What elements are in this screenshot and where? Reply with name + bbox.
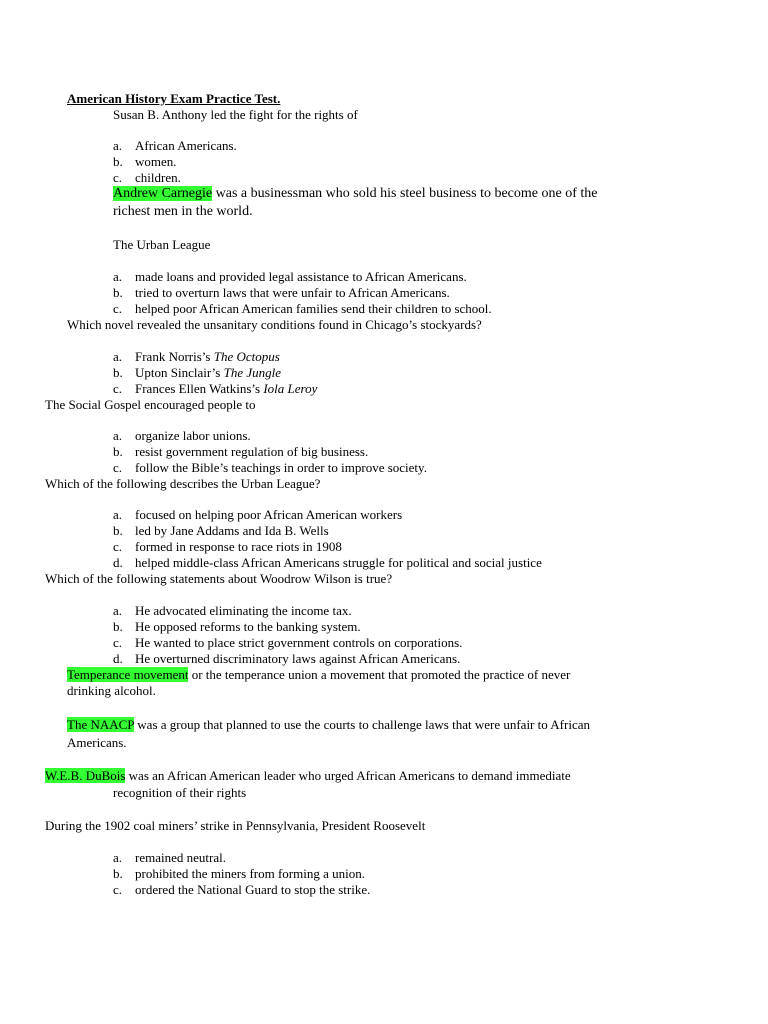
option-letter: c. — [113, 381, 123, 396]
definition-line — [67, 717, 590, 733]
option-text: prohibited the miners from forming a union. — [135, 866, 365, 881]
question-prompt: Which of the following describes the Urban League? — [45, 476, 321, 491]
option-letter: c. — [113, 460, 123, 475]
option-text: helped middle-class African Americans struggle for political and social justice — [135, 555, 542, 570]
option-text: remained neutral. — [135, 850, 226, 865]
option-letter: a. — [113, 269, 123, 284]
definition-continuation: recognition of their rights — [113, 785, 247, 800]
option-letter: a. — [113, 850, 123, 865]
option-letter: d. — [113, 651, 123, 666]
option-letter: c. — [113, 539, 123, 554]
option-author: Upton Sinclair’s — [135, 365, 224, 380]
option-text: led by Jane Addams and Ida B. Wells — [135, 523, 329, 538]
definition-continuation: drinking alcohol. — [67, 683, 156, 698]
book-title: The Octopus — [213, 349, 280, 364]
option-letter: b. — [113, 285, 123, 300]
option-text: made loans and provided legal assistance to African Americans. — [135, 269, 467, 284]
option-letter: b. — [113, 444, 123, 459]
option-text: women. — [135, 154, 177, 169]
definition-text: was an African American leader who urged African Americans to demand immediate — [125, 768, 571, 783]
definition-line — [113, 185, 597, 203]
question-prompt: During the 1902 coal miners’ strike in Pennsylvania, President Roosevelt — [45, 818, 426, 833]
option-text: He advocated eliminating the income tax. — [135, 603, 352, 618]
question-prompt: The Social Gospel encouraged people to — [45, 397, 256, 412]
option-letter: b. — [113, 619, 123, 634]
option-letter: a. — [113, 507, 123, 522]
option-text: children. — [135, 170, 181, 185]
option-text: organize labor unions. — [135, 428, 251, 443]
option-text: resist government regulation of big business. — [135, 444, 369, 459]
question-prompt: The Urban League — [113, 237, 211, 252]
option-text: He overturned discriminatory laws against African Americans. — [135, 651, 461, 666]
question-prompt: Which of the following statements about Woodrow Wilson is true? — [45, 571, 393, 586]
option-author: Frances Ellen Watkins’s — [135, 381, 264, 396]
question-prompt: Susan B. Anthony led the fight for the rights of — [113, 107, 358, 122]
book-title: The Jungle — [223, 365, 281, 380]
option-letter: b. — [113, 866, 123, 881]
definition-continuation: Americans. — [67, 735, 127, 750]
option-letter: b. — [113, 365, 123, 380]
page-title: American History Exam Practice Test. — [67, 91, 281, 106]
definition-continuation: richest men in the world. — [113, 204, 253, 219]
option-text: He opposed reforms to the banking system. — [135, 619, 361, 634]
option-letter: a. — [113, 603, 123, 618]
option-letter: a. — [113, 138, 123, 153]
option-letter: a. — [113, 428, 123, 443]
definition-line — [67, 667, 570, 683]
option-text: follow the Bible’s teachings in order to improve society. — [135, 460, 427, 475]
question-prompt: Which novel revealed the unsanitary conditions found in Chicago’s stockyards? — [67, 317, 482, 332]
option-letter: a. — [113, 349, 123, 364]
option-letter: c. — [113, 635, 123, 650]
option-text: formed in response to race riots in 1908 — [135, 539, 342, 554]
option-letter: b. — [113, 523, 123, 538]
option-text: focused on helping poor African American workers — [135, 507, 403, 522]
option-text: tried to overturn laws that were unfair to African Americans. — [135, 285, 450, 300]
highlighted-term: The NAACP — [67, 717, 135, 732]
option-letter: c. — [113, 882, 123, 897]
option-letter: b. — [113, 154, 123, 169]
option-author: Frank Norris’s — [135, 349, 214, 364]
book-title: Iola Leroy — [263, 381, 318, 396]
highlighted-term: Andrew Carnegie — [113, 186, 213, 201]
option-letter: c. — [113, 170, 123, 185]
definition-text: or the temperance union a movement that promoted the practice of never — [188, 667, 571, 682]
option-text: African Americans. — [135, 138, 237, 153]
highlighted-term: Temperance movement — [67, 667, 189, 682]
option-letter: d. — [113, 555, 123, 570]
definition-line — [45, 768, 571, 784]
option-text: helped poor African American families send their children to school. — [135, 301, 492, 316]
definition-text: was a group that planned to use the courts to challenge laws that were unfair to African — [134, 717, 590, 732]
option-text: ordered the National Guard to stop the strike. — [135, 882, 371, 897]
option-letter: c. — [113, 301, 123, 316]
definition-text: was a businessman who sold his steel business to become one of the — [212, 186, 598, 201]
highlighted-term: W.E.B. DuBois — [45, 768, 126, 783]
option-text: He wanted to place strict government controls on corporations. — [135, 635, 463, 650]
